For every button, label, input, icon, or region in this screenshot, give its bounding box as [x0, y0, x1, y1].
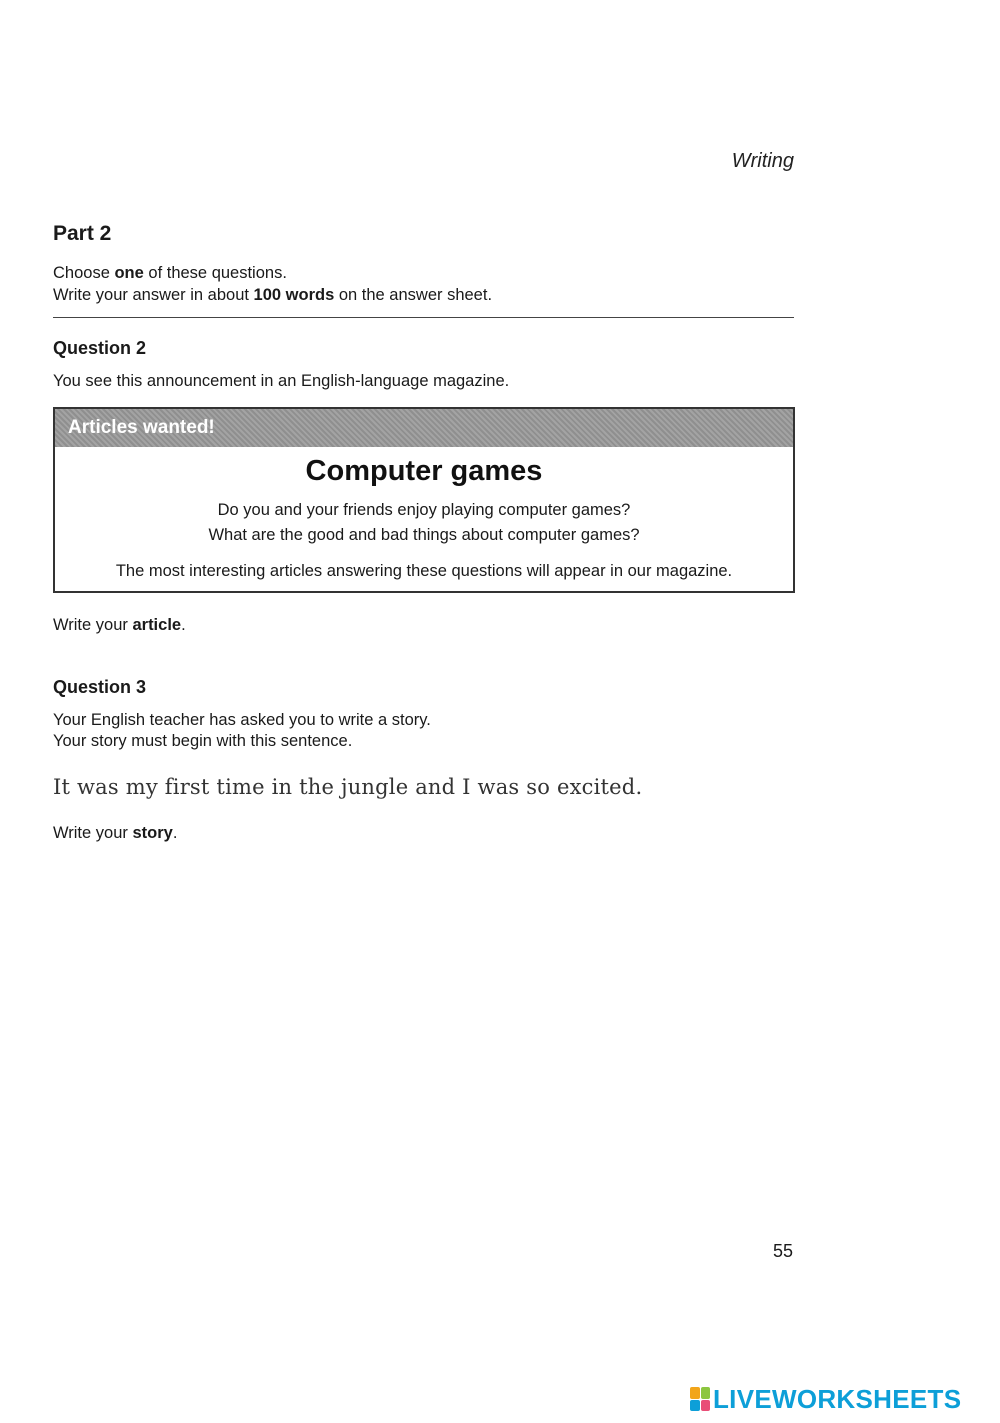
part-heading: Part 2: [53, 222, 112, 245]
question-3-line-1: Your English teacher has asked you to write a story.: [53, 711, 431, 729]
logo-cell: [701, 1387, 711, 1399]
announcement-title: Computer games: [305, 455, 543, 487]
instruction-line-2: [53, 284, 492, 306]
question-2-task: [53, 614, 186, 636]
announcement-box: [53, 407, 795, 593]
logo-cell: [690, 1387, 700, 1399]
page-number: 55: [773, 1241, 794, 1261]
announcement-line-3: The most interesting articles answering these questions will appear in our magazine.: [115, 562, 733, 580]
section-divider: [53, 317, 794, 318]
question-2-task-end: .: [181, 616, 186, 634]
instruction-1-text-end: of these questions.: [143, 264, 287, 282]
instruction-2-text: Write your answer in about: [53, 286, 254, 304]
announcement-banner: [55, 409, 793, 447]
question-2-task-text: Write your: [53, 616, 133, 634]
question-3-task-emphasis: story: [132, 824, 173, 842]
instruction-2-emphasis: 100 words: [253, 286, 335, 304]
logo-cell: [690, 1400, 700, 1412]
instruction-2-text-end: on the answer sheet.: [334, 286, 493, 304]
instruction-line-1: [53, 262, 287, 284]
announcement-banner-label: Articles wanted!: [68, 417, 215, 438]
question-3-task-end: .: [172, 824, 178, 842]
question-3-heading: Question 3: [53, 677, 147, 697]
announcement-line-1: Do you and your friends enjoy playing computer games?: [217, 501, 631, 519]
logo-text: LIVEWORKSHEETS: [713, 1383, 962, 1414]
question-2-intro: You see this announcement in an English-language magazine.: [53, 372, 510, 390]
question-3-line-2: Your story must begin with this sentence.: [53, 732, 353, 750]
story-opening-sentence: It was my first time in the jungle and I was so excited.: [53, 775, 643, 799]
liveworksheets-logo: [690, 1384, 961, 1414]
question-2-heading: Question 2: [53, 338, 147, 358]
question-3-task-text: Write your: [53, 824, 133, 842]
instruction-1-text: Choose: [53, 264, 115, 282]
instruction-1-emphasis: one: [114, 264, 144, 282]
question-2-task-emphasis: article: [132, 616, 182, 634]
question-3-task: [53, 822, 177, 844]
logo-mark-icon: [690, 1387, 710, 1411]
logo-cell: [701, 1400, 711, 1412]
announcement-line-2: What are the good and bad things about computer games?: [208, 526, 640, 544]
section-label: Writing: [731, 150, 794, 172]
